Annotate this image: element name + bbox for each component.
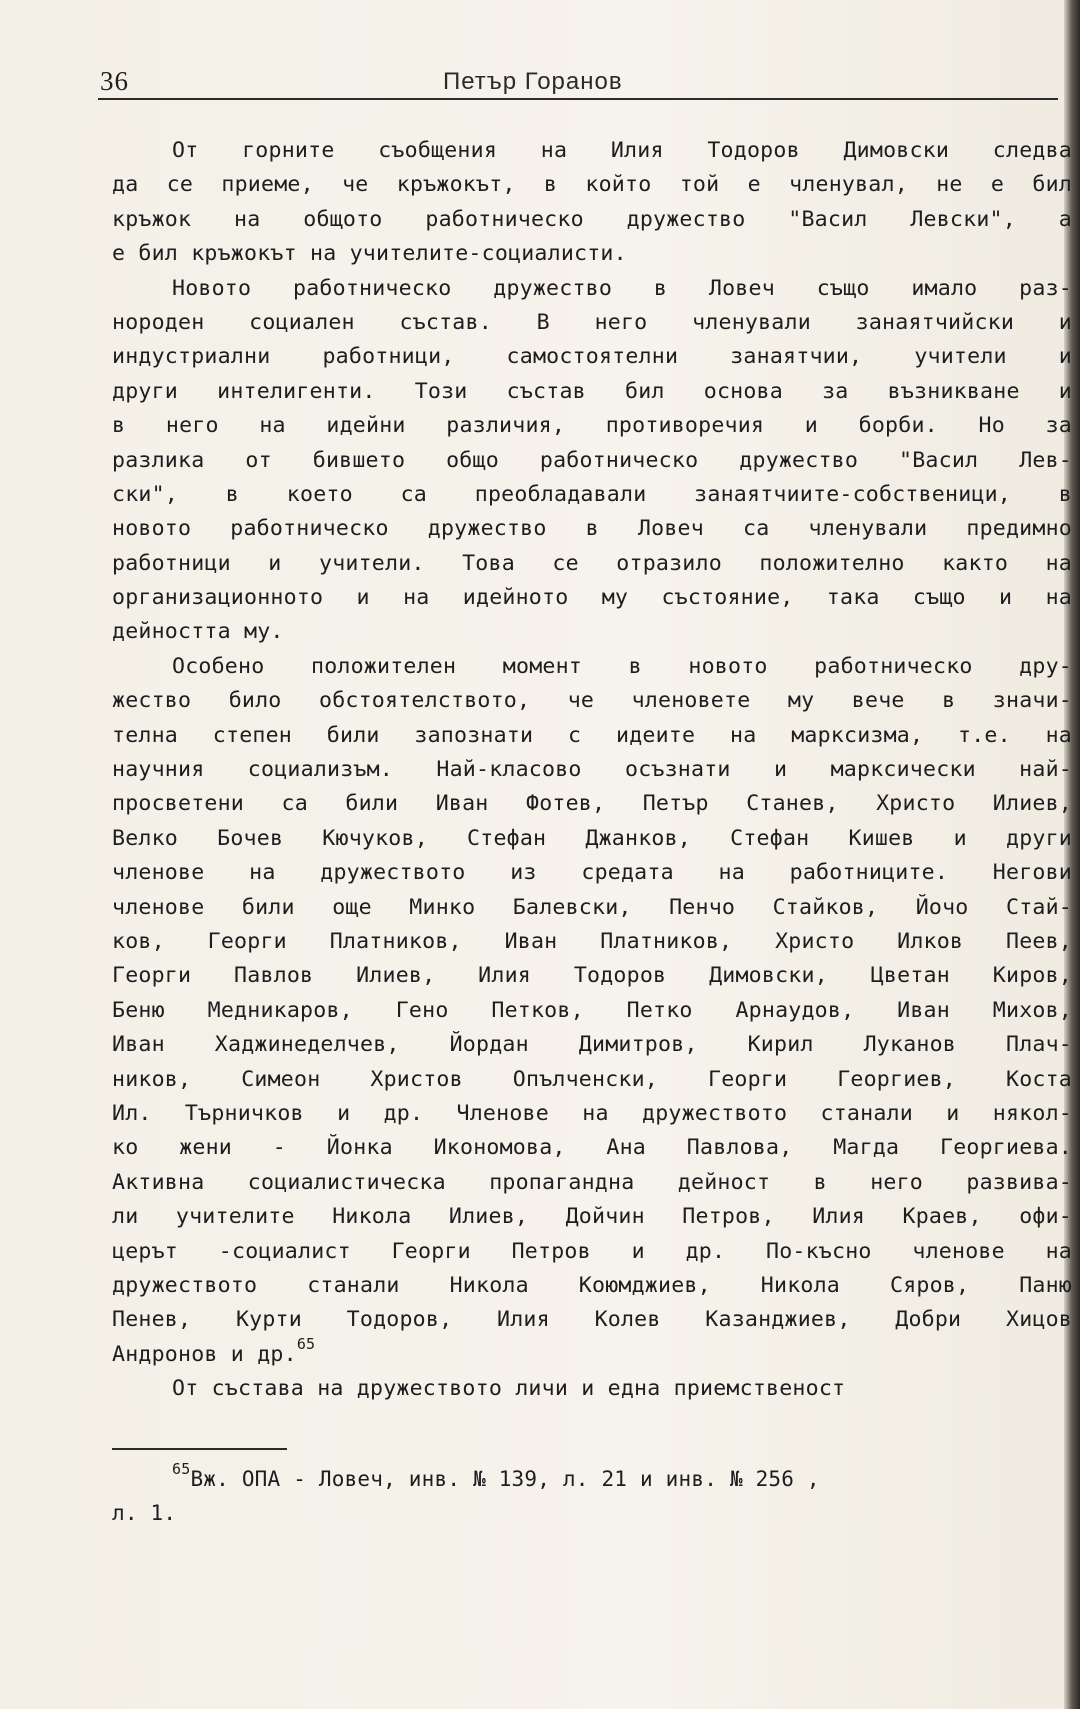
- footnote-line: [112, 1462, 1072, 1496]
- footnote-text: Вж. ОПА - Ловеч, инв. № 139, л. 21 и инв. № 256 ,: [190, 1467, 820, 1491]
- text-line: От състава на дружеството личи и една приемственост: [172, 1376, 846, 1402]
- text-line: индустриални работници, самостоятелни занаятчии, учители и: [112, 344, 1072, 370]
- header-rule: [98, 98, 1058, 100]
- text-line: Велко Бочев Кючуков, Стефан Джанков, Стефан Кишев и други: [112, 825, 1072, 851]
- text-line: Иван Хаджинеделчев, Йордан Димитров, Кирил Луканов Плач-: [112, 1032, 1072, 1058]
- text-line: новото работническо дружество в Ловеч са членували предимно: [112, 516, 1072, 542]
- text-line: От горните съобщения на Илия Тодоров Димовски следва: [172, 138, 1072, 163]
- text-line: дружеството станали Никола Коюмджиев, Никола Сяров, Паню: [112, 1272, 1072, 1298]
- text-line: ков, Георги Платников, Иван Платников, Христо Илков Пеев,: [112, 928, 1072, 954]
- page-number: 36: [100, 66, 129, 96]
- text-line: да се приеме, че кръжокът, в който той е членувал, не е бил: [112, 172, 1072, 198]
- text-line: нороден социален състав. В него членували занаятчийски и: [112, 309, 1072, 335]
- text-line: членове на дружеството из средата на работниците. Негови: [112, 860, 1072, 886]
- text-line: Ил. Търничков и др. Членове на дружеството станали и някол-: [112, 1100, 1072, 1126]
- body-text: [112, 134, 1072, 1406]
- text-line: телна степен били запознати с идеите на марксизма, т.е. на: [112, 722, 1072, 748]
- text-line: други интелигенти. Този състав бил основа за възникване и: [112, 378, 1072, 404]
- footnote: [112, 1462, 1072, 1531]
- text-line: Активна социалистическа пропагандна дейност в него развива-: [112, 1169, 1072, 1195]
- text-line: разлика от бившето общо работническо дружество "Васил Лев-: [112, 447, 1072, 473]
- footnote-number: 65: [172, 1460, 191, 1478]
- text-line: Новото работническо дружество в Ловеч също имало раз-: [172, 275, 1072, 301]
- text-line: Особено положителен момент в новото работническо дру-: [172, 653, 1072, 679]
- text-line: Беню Медникаров, Гено Петков, Петко Арнаудов, Иван Михов,: [112, 997, 1072, 1023]
- text-line: жество било обстоятелството, че членовете му вече в значи-: [112, 688, 1072, 714]
- text-line: дейността му.: [112, 619, 284, 645]
- text-line: кръжок на общото работническо дружество "Васил Левски", а: [112, 206, 1072, 232]
- page-header: [98, 64, 1058, 102]
- text-line: е бил кръжокът на учителите-социалисти.: [112, 241, 627, 267]
- text-line: научния социализъм. Най-класово осъзнати и марксически най-: [112, 757, 1072, 783]
- text-line: ников, Симеон Христов Опълченски, Георги Георгиев, Коста: [112, 1066, 1072, 1092]
- text-line-with-footnote-ref: [112, 1334, 1072, 1372]
- text-line: ли учителите Никола Илиев, Дойчин Петров, Илия Краев, офи-: [112, 1204, 1072, 1230]
- footnote-reference: 65: [296, 1334, 316, 1353]
- text-line: Георги Павлов Илиев, Илия Тодоров Димовски, Цветан Киров,: [112, 963, 1072, 989]
- running-head: Петър Горанов: [443, 68, 623, 95]
- text-line: просветени са били Иван Фотев, Петър Станев, Христо Илиев,: [112, 791, 1072, 817]
- text-line: церът -социалист Георги Петров и др. По-късно членове на: [112, 1238, 1072, 1264]
- footnote-rule: [112, 1448, 287, 1450]
- text-line: работници и учители. Това се отразило положително както на: [112, 550, 1072, 576]
- text-line: Пенев, Курти Тодоров, Илия Колев Казанджиев, Добри Хицов: [112, 1307, 1072, 1333]
- footnote-line: л. 1.: [112, 1501, 177, 1526]
- text-line: членове били още Минко Балевски, Пенчо Стайков, Йочо Стай-: [112, 894, 1072, 920]
- text-line: организационното и на идейното му състояние, така също и на: [112, 585, 1072, 611]
- text-line: ски", в което са преобладавали занаятчиите-собственици, в: [112, 481, 1072, 507]
- text-line: в него на идейни различия, противоречия и борби. Но за: [112, 413, 1072, 439]
- text-line: ко жени - Йонка Икономова, Ана Павлова, Магда Георгиева.: [112, 1135, 1072, 1161]
- text-line-content: Андронов и др.: [112, 1341, 297, 1367]
